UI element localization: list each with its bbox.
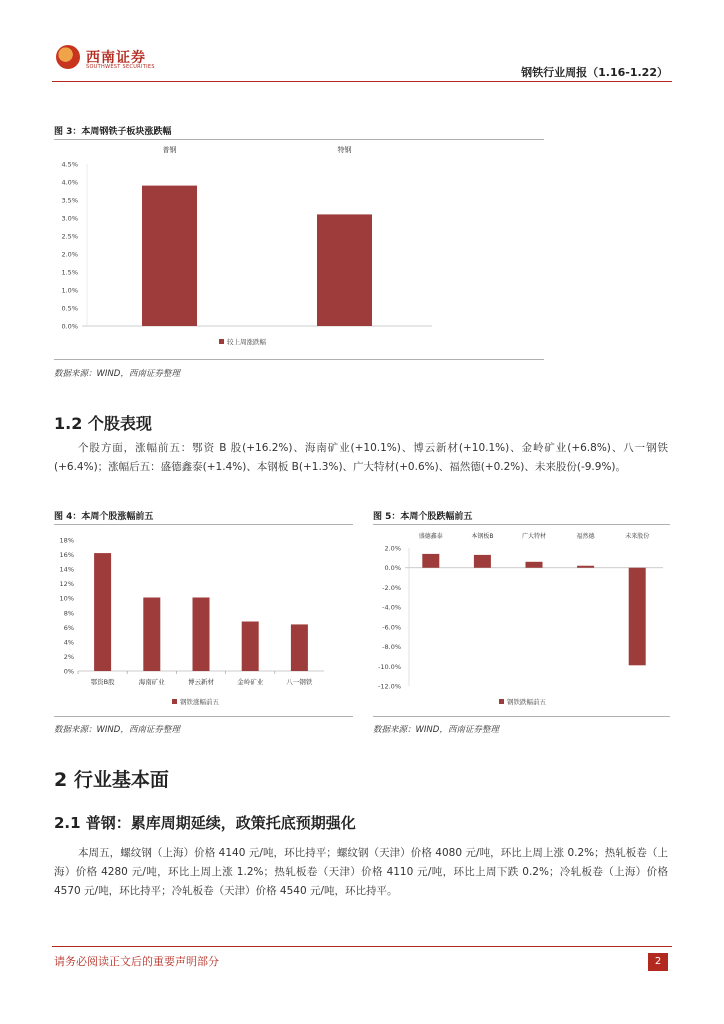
figure3-top-rule: [54, 139, 544, 140]
y-tick-label: -12.0%: [378, 682, 401, 691]
y-tick-label: 1.5%: [61, 268, 78, 277]
logo-subtext: SOUTHWEST SECURITIES: [86, 64, 155, 70]
header-divider: [52, 81, 672, 82]
y-tick-label: -8.0%: [382, 643, 401, 652]
y-tick-label: 0.0%: [61, 322, 78, 331]
section-heading-2: 2 行业基本面: [54, 769, 169, 791]
y-tick-label: 4.5%: [61, 160, 78, 169]
report-title: 钢铁行业周报（1.16-1.22）: [521, 66, 668, 79]
legend-label: 较上周涨跌幅: [227, 338, 266, 346]
y-tick-label: 12%: [59, 580, 74, 589]
figure4-source: 数据来源：WIND，西南证券整理: [54, 725, 180, 735]
y-tick-label: 2.5%: [61, 232, 78, 241]
bar-2: [317, 214, 372, 326]
figure4-title: 图 4：本周个股涨幅前五: [54, 512, 154, 522]
category-label: 普钢: [162, 146, 177, 154]
bar-1: [142, 186, 197, 326]
y-tick-label: 0.5%: [61, 304, 78, 313]
bar-1: [422, 554, 439, 568]
legend-label: 钢铁涨幅前五: [180, 698, 219, 706]
category-label: 八一钢铁: [286, 678, 313, 686]
footer-divider: [52, 946, 672, 947]
y-tick-label: 4%: [63, 638, 74, 647]
y-tick-label: -4.0%: [382, 603, 401, 612]
y-tick-label: 14%: [59, 565, 74, 574]
figure5-title: 图 5：本周个股跌幅前五: [373, 512, 473, 522]
y-tick-label: 6%: [63, 623, 74, 632]
y-tick-label: 1.0%: [61, 286, 78, 295]
logo-icon: [56, 45, 80, 69]
footer-notice: 请务必阅读正文后的重要声明部分: [54, 955, 219, 968]
section-2-1-paragraph: 本周五，螺纹钢（上海）价格 4140 元/吨，环比持平；螺纹钢（天津）价格 4080 元/吨，环比上周上涨 0.2%；热轧板卷（上海）价格 4280 元/吨，环比上周上涨 1.2%；热轧板卷（天津）价格 4110 元/吨，环比上周下跌 0.2%；冷轧板卷（上海）价格 4570 元/吨，环比持平；冷轧板卷（天津）价格 4540 元/吨，环比持平。: [54, 847, 668, 897]
figure3-bottom-rule: [54, 359, 544, 360]
category-label: 海南矿业: [138, 678, 165, 686]
category-label: 本钢板B: [471, 533, 494, 540]
bar-5: [629, 568, 646, 666]
y-tick-label: 2.0%: [61, 250, 78, 259]
bar-4: [242, 622, 259, 671]
bar-2: [143, 597, 160, 671]
y-tick-label: 4.0%: [61, 178, 78, 187]
y-tick-label: 0%: [63, 667, 74, 676]
legend-label: 钢铁跌幅前五: [507, 698, 546, 706]
logo-text: 西南证券: [86, 50, 146, 66]
category-label: 盛德鑫泰: [418, 533, 443, 540]
category-label: 博云新材: [188, 678, 214, 686]
y-tick-label: 2.0%: [384, 544, 401, 553]
bar-3: [526, 562, 543, 568]
category-label: 未来股份: [625, 533, 650, 540]
y-tick-label: -6.0%: [382, 623, 401, 632]
bar-5: [291, 624, 308, 671]
bar-3: [193, 597, 210, 671]
y-tick-label: 8%: [63, 609, 74, 618]
figure3-source: 数据来源：WIND，西南证券整理: [54, 369, 180, 379]
legend-swatch: [499, 699, 504, 704]
figure4-chart: [54, 528, 353, 716]
figure5-bottom-rule: [373, 716, 670, 717]
figure4-top-rule: [54, 524, 353, 525]
section-heading-1-2: 1.2 个股表现: [54, 414, 152, 433]
bar-1: [94, 553, 111, 671]
category-label: 特钢: [337, 146, 352, 154]
figure3-chart: [54, 142, 544, 358]
y-tick-label: 10%: [59, 594, 74, 603]
legend-swatch: [172, 699, 177, 704]
section-1-2-paragraph: 个股方面，涨幅前五：鄂资 B 股(+16.2%)、海南矿业(+10.1%)、博云新材(+10.1%)、金岭矿业(+6.8%)、八一钢铁(+6.4%)；涨幅后五：盛德鑫泰(+1.4%)、本钢板 B(+1.3%)、广大特材(+0.6%)、福然德(+0.2%)、未来股份(-9.9%)。: [54, 442, 668, 473]
figure5-source: 数据来源：WIND，西南证券整理: [373, 725, 499, 735]
y-tick-label: 18%: [59, 536, 74, 545]
y-tick-label: -10.0%: [378, 662, 401, 671]
bar-2: [474, 555, 491, 568]
page-number: 2: [648, 953, 668, 971]
y-tick-label: 16%: [59, 551, 74, 560]
figure3-title: 图 3：本周钢铁子板块涨跌幅: [54, 127, 172, 137]
bar-4: [577, 566, 594, 568]
category-label: 广大特材: [521, 533, 547, 540]
y-tick-label: -2.0%: [382, 583, 401, 592]
figure5-chart: [373, 528, 670, 716]
section-heading-2-1: 2.1 普钢：累库周期延续，政策托底预期强化: [54, 814, 356, 832]
y-tick-label: 0.0%: [384, 564, 401, 573]
figure5-top-rule: [373, 524, 670, 525]
category-label: 鄂资B股: [90, 678, 115, 686]
y-tick-label: 3.0%: [61, 214, 78, 223]
category-label: 福然德: [576, 533, 595, 540]
category-label: 金岭矿业: [237, 678, 264, 686]
y-tick-label: 2%: [63, 652, 74, 661]
y-tick-label: 3.5%: [61, 196, 78, 205]
legend-swatch: [219, 339, 224, 344]
figure4-bottom-rule: [54, 716, 353, 717]
